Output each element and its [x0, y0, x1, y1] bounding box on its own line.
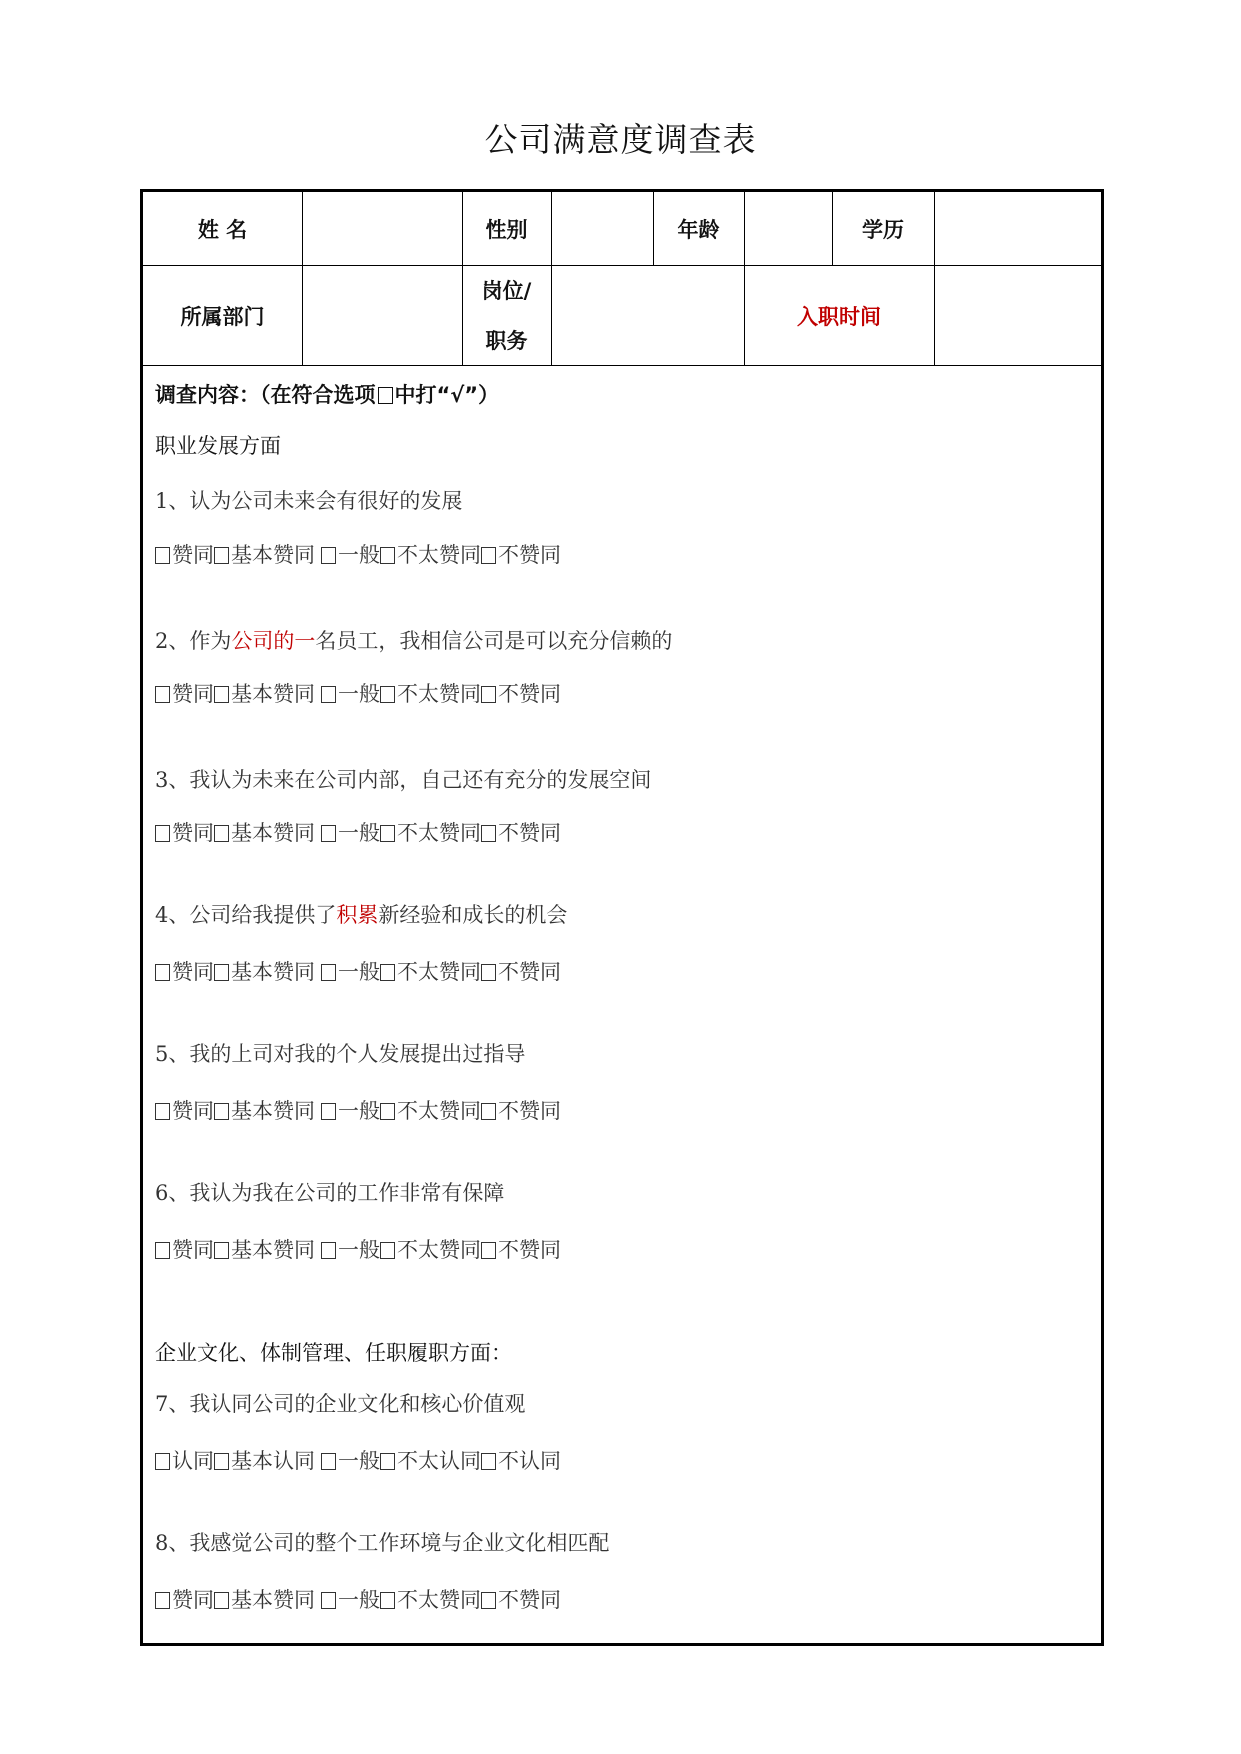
- option-checkbox[interactable]: [380, 1103, 395, 1120]
- name-field[interactable]: [303, 192, 462, 265]
- question-1: 1、认为公司未来会有很好的发展: [155, 489, 463, 513]
- option-checkbox[interactable]: [214, 825, 229, 842]
- option-checkbox[interactable]: [155, 686, 170, 703]
- option-label: 不赞同: [498, 821, 561, 845]
- row-divider-2: [143, 365, 1101, 366]
- question-8: 8、我感觉公司的整个工作环境与企业文化相匹配: [155, 1531, 610, 1555]
- options-q1: [155, 539, 561, 569]
- option-checkbox[interactable]: [321, 686, 336, 703]
- option-checkbox[interactable]: [481, 686, 496, 703]
- option-label: 不赞同: [498, 1099, 561, 1123]
- option-label: 一般: [338, 1449, 380, 1473]
- position-label-line1: 岗位/: [481, 278, 532, 303]
- option-label: 一般: [338, 821, 380, 845]
- department-label: 所属部门: [180, 304, 265, 329]
- option-label: 一般: [338, 1588, 380, 1612]
- option-checkbox[interactable]: [481, 547, 496, 564]
- department-field[interactable]: [303, 266, 462, 365]
- question-7: 7、我认同公司的企业文化和核心价值观: [155, 1392, 526, 1416]
- option-label: 基本赞同: [231, 821, 315, 845]
- option-label: 不太赞同: [397, 960, 481, 984]
- option-label: 基本赞同: [231, 682, 315, 706]
- option-label: 赞同: [172, 1588, 214, 1612]
- option-checkbox[interactable]: [321, 1103, 336, 1120]
- option-label: 不太赞同: [397, 682, 481, 706]
- education-field[interactable]: [935, 192, 1101, 265]
- option-label: 不赞同: [498, 682, 561, 706]
- option-label: 赞同: [172, 1238, 214, 1262]
- position-label-line2: 职务: [485, 328, 528, 353]
- option-checkbox[interactable]: [380, 547, 395, 564]
- option-label: 不赞同: [498, 1588, 561, 1612]
- option-label: 不认同: [498, 1449, 561, 1473]
- question-2: 2、作为公司的一名员工，我相信公司是可以充分信赖的: [155, 629, 673, 653]
- option-checkbox[interactable]: [321, 825, 336, 842]
- option-checkbox[interactable]: [321, 1453, 336, 1470]
- option-checkbox[interactable]: [380, 686, 395, 703]
- option-label: 一般: [338, 1238, 380, 1262]
- option-checkbox[interactable]: [481, 1592, 496, 1609]
- option-checkbox[interactable]: [214, 547, 229, 564]
- options-q6: [155, 1234, 561, 1264]
- option-label: 不太赞同: [397, 1588, 481, 1612]
- option-checkbox[interactable]: [214, 1242, 229, 1259]
- option-checkbox[interactable]: [155, 1103, 170, 1120]
- options-q7: [155, 1445, 561, 1475]
- option-checkbox[interactable]: [481, 1103, 496, 1120]
- name-label: 姓 名: [197, 217, 248, 242]
- hire-date-label: 入职时间: [797, 304, 881, 329]
- option-checkbox[interactable]: [380, 1453, 395, 1470]
- option-label: 不太赞同: [397, 1238, 481, 1262]
- question-6: 6、我认为我在公司的工作非常有保障: [155, 1181, 505, 1205]
- hire-date-field[interactable]: [935, 266, 1101, 365]
- option-label: 一般: [338, 960, 380, 984]
- option-label: 不赞同: [498, 960, 561, 984]
- option-checkbox[interactable]: [214, 1592, 229, 1609]
- question-4: 4、公司给我提供了积累新经验和成长的机会: [155, 903, 568, 927]
- option-checkbox[interactable]: [481, 1242, 496, 1259]
- options-q3: [155, 817, 561, 847]
- option-label: 一般: [338, 1099, 380, 1123]
- option-label: 基本认同: [231, 1449, 315, 1473]
- option-label: 不赞同: [498, 543, 561, 567]
- option-checkbox[interactable]: [155, 1592, 170, 1609]
- option-checkbox[interactable]: [380, 964, 395, 981]
- gender-field[interactable]: [552, 192, 653, 265]
- option-label: 一般: [338, 543, 380, 567]
- survey-form: [140, 189, 1104, 1646]
- options-q5: [155, 1095, 561, 1125]
- option-checkbox[interactable]: [155, 1242, 170, 1259]
- option-checkbox[interactable]: [380, 1592, 395, 1609]
- option-checkbox[interactable]: [155, 547, 170, 564]
- option-label: 赞同: [172, 1099, 214, 1123]
- checkbox-icon: [378, 387, 393, 404]
- options-q8: [155, 1584, 561, 1614]
- section-title-career: 职业发展方面: [155, 434, 281, 458]
- option-checkbox[interactable]: [214, 1453, 229, 1470]
- option-label: 不太认同: [397, 1449, 481, 1473]
- question-5: 5、我的上司对我的个人发展提出过指导: [155, 1042, 526, 1066]
- option-checkbox[interactable]: [481, 964, 496, 981]
- option-checkbox[interactable]: [321, 964, 336, 981]
- option-label: 基本赞同: [231, 1588, 315, 1612]
- option-label: 不太赞同: [397, 821, 481, 845]
- option-checkbox[interactable]: [214, 686, 229, 703]
- age-label: 年龄: [677, 217, 720, 242]
- option-label: 不赞同: [498, 1238, 561, 1262]
- option-label: 基本赞同: [231, 960, 315, 984]
- option-checkbox[interactable]: [321, 547, 336, 564]
- option-checkbox[interactable]: [380, 825, 395, 842]
- option-label: 赞同: [172, 543, 214, 567]
- option-label: 不太赞同: [397, 1099, 481, 1123]
- option-label: 基本赞同: [231, 1099, 315, 1123]
- option-label: 赞同: [172, 682, 214, 706]
- option-label: 认同: [172, 1449, 214, 1473]
- options-q2: [155, 678, 561, 708]
- gender-label: 性别: [485, 217, 528, 242]
- option-label: 一般: [338, 682, 380, 706]
- question-3: 3、我认为未来在公司内部，自己还有充分的发展空间: [155, 768, 652, 792]
- option-checkbox[interactable]: [481, 1453, 496, 1470]
- option-checkbox[interactable]: [321, 1592, 336, 1609]
- option-checkbox[interactable]: [321, 1242, 336, 1259]
- option-label: 赞同: [172, 821, 214, 845]
- position-label: [462, 266, 551, 365]
- options-q4: [155, 956, 561, 986]
- option-checkbox[interactable]: [155, 825, 170, 842]
- section-title-culture: 企业文化、体制管理、任职履职方面：: [155, 1341, 512, 1365]
- option-checkbox[interactable]: [155, 1453, 170, 1470]
- option-checkbox[interactable]: [214, 1103, 229, 1120]
- option-label: 基本赞同: [231, 543, 315, 567]
- option-label: 赞同: [172, 960, 214, 984]
- option-checkbox[interactable]: [155, 964, 170, 981]
- position-field[interactable]: [552, 266, 744, 365]
- education-label: 学历: [862, 217, 904, 242]
- page-title: 公司满意度调查表: [484, 120, 757, 159]
- option-label: 不太赞同: [397, 543, 481, 567]
- survey-intro: 调查内容：（在符合选项 中打“√”）: [155, 383, 500, 407]
- age-field[interactable]: [745, 192, 832, 265]
- option-checkbox[interactable]: [481, 825, 496, 842]
- option-checkbox[interactable]: [214, 964, 229, 981]
- option-checkbox[interactable]: [380, 1242, 395, 1259]
- option-label: 基本赞同: [231, 1238, 315, 1262]
